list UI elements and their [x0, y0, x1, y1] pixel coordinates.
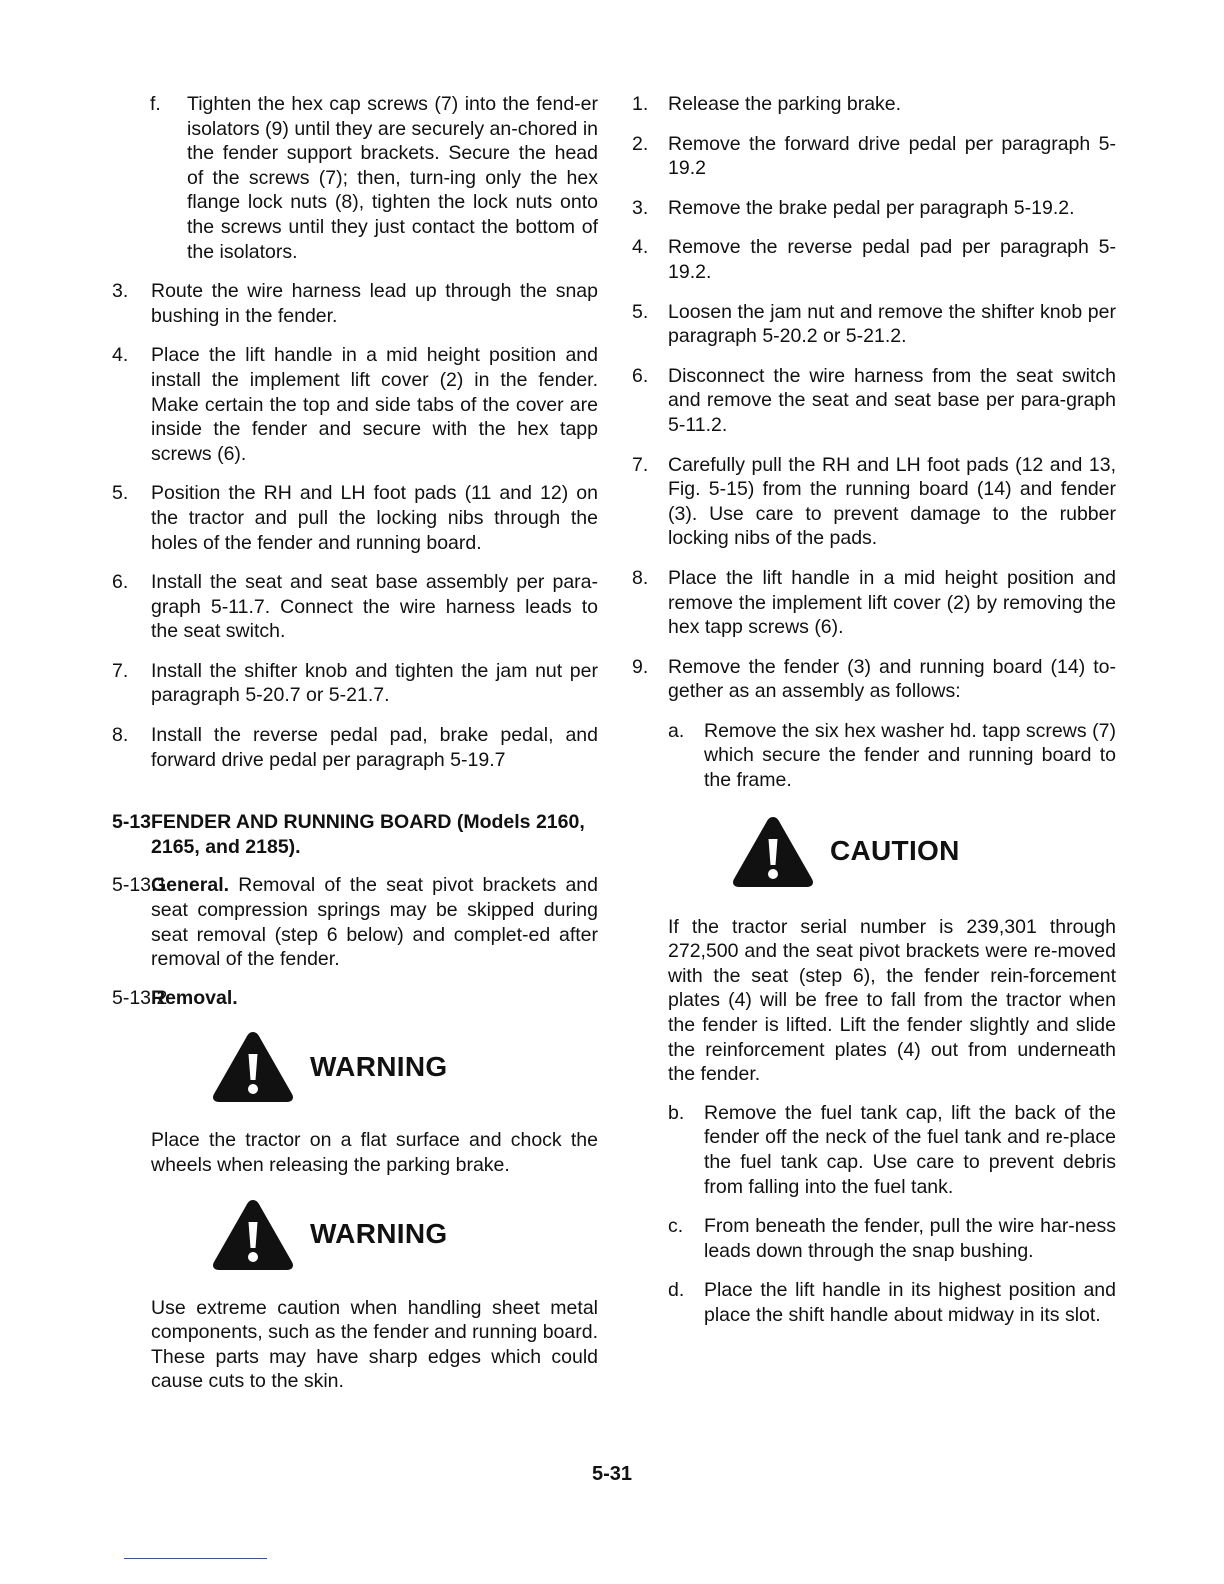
general-paragraph — [112, 873, 598, 971]
caution-text: If the tractor serial number is 239,301 through 272,500 and the seat pivot brackets were re-moved with the seat (step 6), the fender rein-forcement plates (4) will be free to fall from the tractor when the fender is lifted. Lift the fender slightly and slide the reinforcement plates (4) out from underneath the fender. — [668, 915, 1116, 1086]
step-text: Disconnect the wire harness from the seat switch and remove the seat and seat base per para-graph 5-11.2. — [668, 364, 1116, 436]
step-number: 2. — [632, 132, 649, 155]
subsection-number: 5-13.2 — [112, 986, 168, 1009]
list-item — [112, 570, 598, 644]
list-item — [112, 481, 598, 555]
list-item — [632, 453, 1116, 551]
warning-title: WARNING — [310, 1051, 448, 1083]
list-item — [632, 92, 1116, 117]
caution-block — [632, 813, 1116, 891]
step-text: Remove the fuel tank cap, lift the back of the fender off the neck of the fuel tank and re-place the fuel tank cap. Use care to prevent debris from falling into the fuel tank. — [704, 1101, 1116, 1198]
step-text: Remove the forward drive pedal per paragraph 5-19.2 — [668, 132, 1116, 180]
list-item — [112, 279, 598, 328]
step-text: Carefully pull the RH and LH foot pads (12 and 13, Fig. 5-15) from the running board (14) and fender (3). Use care to prevent damage to the rubber locking nibs of the pads. — [668, 453, 1116, 550]
list-item — [632, 655, 1116, 704]
step-text: Remove the reverse pedal pad per paragraph 5-19.2. — [668, 236, 1116, 283]
step-number: 5. — [632, 300, 649, 323]
list-item — [632, 1214, 1116, 1263]
subsection-label: General. — [151, 874, 230, 897]
list-item — [632, 1101, 1116, 1199]
list-item — [632, 132, 1116, 181]
page-number: 5-31 — [591, 1463, 633, 1485]
section-heading — [112, 810, 598, 859]
step-number: b. — [668, 1101, 685, 1124]
warning-block — [112, 1196, 598, 1274]
step-number: 5. — [112, 482, 129, 505]
left-column — [112, 92, 598, 1408]
subsection-number: 5-13.1 — [112, 874, 168, 897]
step-number: f. — [150, 93, 161, 115]
step-text: Release the parking brake. — [668, 93, 902, 115]
warning-title: WARNING — [310, 1218, 448, 1250]
list-item — [632, 196, 1116, 221]
step-text: Install the shifter knob and tighten the jam nut per paragraph 5-20.7 or 5-21.7. — [151, 659, 598, 707]
step-text: Position the RH and LH foot pads (11 and 12) on the tractor and pull the locking nibs through the holes of the fender and running board. — [151, 482, 598, 554]
step-text: Install the reverse pedal pad, brake pedal, and forward drive pedal per paragraph 5-19.7 — [151, 724, 598, 771]
step-number: 7. — [632, 453, 649, 476]
step-text: Remove the six hex washer hd. tapp screws (7) which secure the fender and running board to the frame. — [704, 719, 1116, 792]
list-item — [112, 723, 598, 772]
step-number: 8. — [112, 724, 129, 747]
step-number: c. — [668, 1215, 684, 1238]
warning-block — [112, 1028, 598, 1106]
list-item — [112, 659, 598, 708]
right-column — [632, 92, 1116, 1343]
step-text: Remove the fender (3) and running board (14) to-gether as an assembly as follows: — [668, 655, 1116, 703]
step-number: 3. — [632, 196, 649, 219]
step-number: 6. — [112, 571, 129, 594]
list-item — [112, 343, 598, 466]
step-number: 8. — [632, 566, 649, 589]
warning-text: Use extreme caution when handling sheet metal components, such as the fender and running board. These parts may have sharp edges which could cause cuts to the skin. — [151, 1296, 598, 1393]
list-item — [632, 300, 1116, 349]
caution-title: CAUTION — [830, 835, 960, 867]
step-text: Route the wire harness lead up through the snap bushing in the fender. — [151, 280, 598, 327]
list-item — [632, 235, 1116, 284]
step-number: a. — [668, 719, 685, 742]
step-number: 3. — [112, 280, 129, 303]
list-item — [632, 566, 1116, 640]
step-text: From beneath the fender, pull the wire har-ness leads down through the snap bushing. — [704, 1215, 1116, 1262]
step-number: 4. — [112, 344, 129, 367]
step-text: Tighten the hex cap screws (7) into the fend-er isolators (9) until they are securely an-chored in the fender support brackets. Secure the head of the screws (7); then, turn-ing only the hex flange lock nuts (8), tighten the lock nuts onto the screws until they just contact the bottom of the isolators. — [187, 93, 598, 263]
step-text: Remove the brake pedal per paragraph 5-19.2. — [668, 196, 1075, 219]
subsection-label: Removal. — [151, 986, 238, 1009]
step-number: 1. — [632, 93, 649, 115]
step-text: Place the lift handle in a mid height position and remove the implement lift cover (2) by removing the hex tapp screws (6). — [668, 566, 1116, 639]
section-title: FENDER AND RUNNING BOARD (Models 2160, 2165, and 2185). — [151, 811, 585, 858]
step-number: d. — [668, 1279, 685, 1302]
footer-divider — [124, 1558, 267, 1559]
step-number: 9. — [632, 655, 649, 678]
step-text: Place the lift handle in its highest position and place the shift handle about midway in its slot. — [704, 1279, 1116, 1326]
removal-heading — [112, 986, 598, 1011]
warning-triangle-icon — [210, 1028, 296, 1106]
paragraph-text: Removal of the seat pivot brackets and seat compression springs may be skipped during seat removal (step 6 below) and complet-ed after removal of the fender. — [151, 874, 598, 971]
step-number: 4. — [632, 236, 649, 259]
step-f — [112, 92, 598, 264]
section-number: 5-13 — [112, 811, 152, 834]
list-item — [632, 1278, 1116, 1327]
caution-triangle-icon — [730, 813, 816, 891]
step-text: Place the lift handle in a mid height position and install the implement lift cover (2) in the fender. Make certain the top and side tabs of the cover are inside the fender and secure with the hex tapp screws (6). — [151, 344, 598, 465]
list-item — [632, 364, 1116, 438]
sub-step-a — [632, 719, 1116, 793]
step-number: 6. — [632, 364, 649, 387]
warning-triangle-icon — [210, 1196, 296, 1274]
step-text: Install the seat and seat base assembly per para-graph 5-11.7. Connect the wire harness leads to the seat switch. — [151, 571, 598, 643]
step-text: Loosen the jam nut and remove the shifter knob per paragraph 5-20.2 or 5-21.2. — [668, 300, 1116, 348]
step-number: 7. — [112, 659, 129, 682]
warning-text: Place the tractor on a flat surface and chock the wheels when releasing the parking brake. — [151, 1129, 598, 1176]
